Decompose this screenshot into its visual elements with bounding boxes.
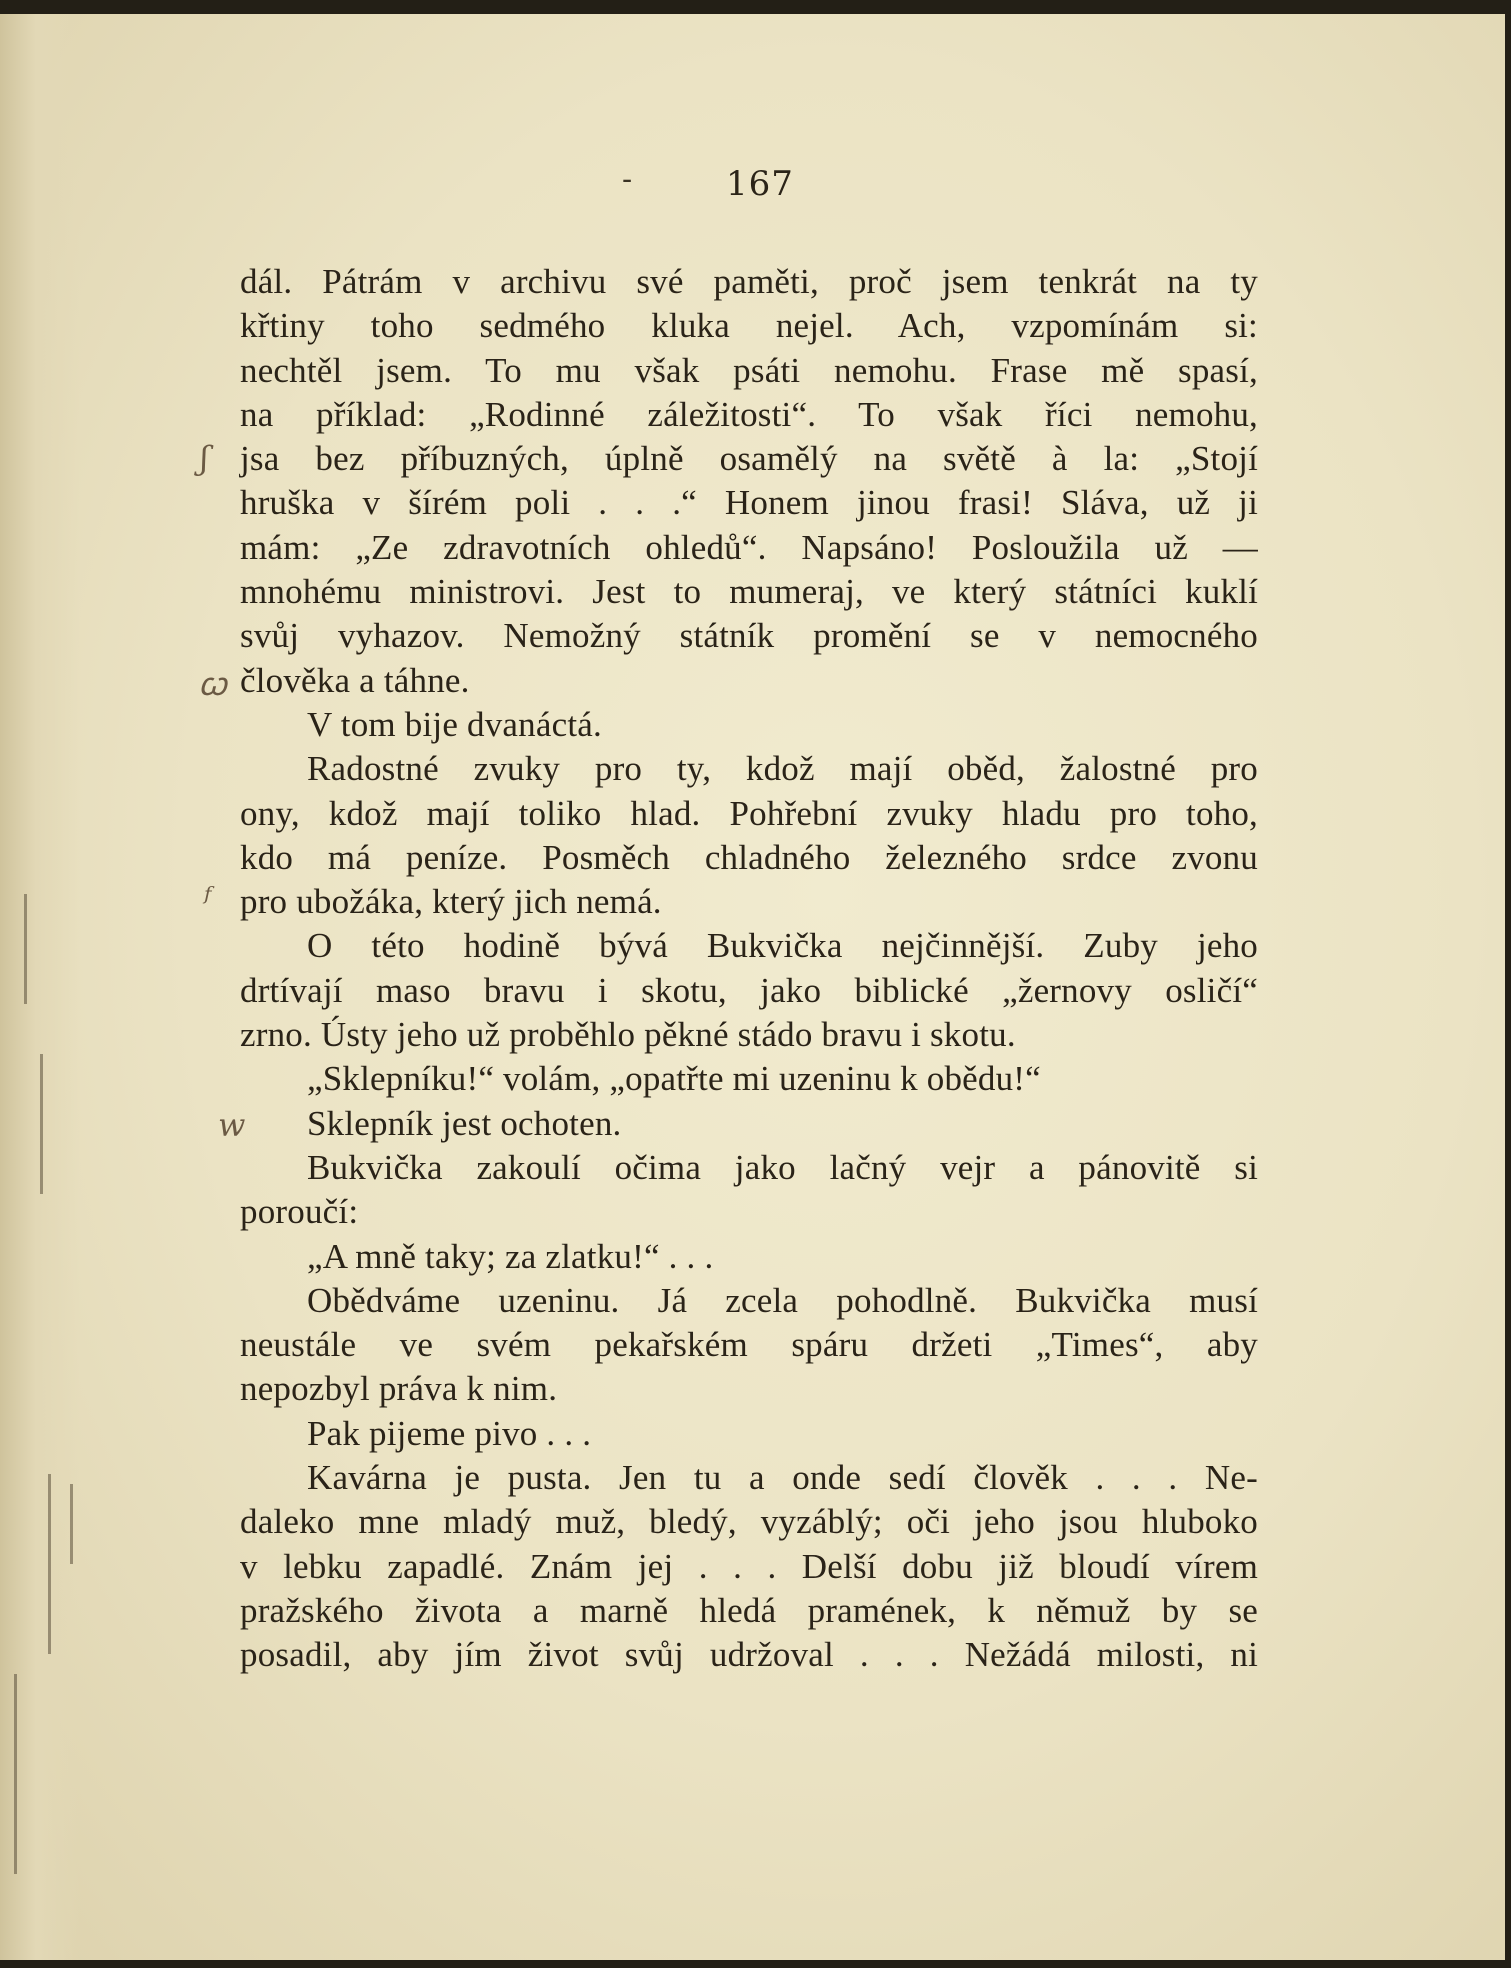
text-line: v lebku zapadlé. Znám jej . . . Delší dobu již bloudí vírem: [240, 1546, 1258, 1586]
text-line: daleko mne mladý muž, bledý, vyzáblý; oči jeho jsou hluboko: [240, 1502, 1258, 1542]
text-line: Bukvička zakoulí očima jako lačný vejr a pánovitě si: [307, 1147, 1258, 1187]
text-line: Obědváme uzeninu. Já zcela pohodlně. Bukvička musí: [307, 1280, 1258, 1320]
text-line: pro ubožáka, který jich nemá.: [240, 882, 662, 922]
text-line: nechtěl jsem. To mu však psáti nemohu. Frase mě spasí,: [240, 350, 1258, 390]
text-line: Radostné zvuky pro ty, kdož mají oběd, žalostné pro: [307, 749, 1258, 789]
text-line: nepozbyl práva k nim.: [240, 1369, 558, 1409]
margin-mark: w: [218, 1106, 246, 1144]
text-line: drtívají maso bravu i skotu, jako biblické „žernovy osličí“: [240, 970, 1258, 1010]
text-line: pražského života a marně hledá pramének, k němuž by se: [240, 1590, 1258, 1630]
binding-shadow-5: [14, 1674, 17, 1874]
text-line: Kavárna je pusta. Jen tu a onde sedí člověk . . . Ne-: [307, 1458, 1258, 1498]
text-line: neustále ve svém pekařském spáru držeti „Times“, aby: [240, 1325, 1258, 1365]
text-line: hruška v šírém poli . . .“ Honem jinou frasi! Sláva, už ji: [240, 483, 1258, 523]
book-page: [0, 14, 1505, 1960]
header-mark: -: [622, 162, 633, 197]
binding-shadow-2: [48, 1474, 51, 1654]
text-line: mám: „Ze zdravotních ohledů“. Napsáno! Posloužila už —: [240, 527, 1258, 567]
text-line: jsa bez příbuzných, úplně osamělý na světě à la: „Stojí: [240, 439, 1258, 479]
text-line: „Sklepníku!“ volám, „opatřte mi uzeninu k obědu!“: [307, 1059, 1041, 1099]
text-line: člověka a táhne.: [240, 660, 470, 700]
text-line: na příklad: „Rodinné záležitosti“. To však říci nemohu,: [240, 394, 1258, 434]
text-line: ony, kdož mají toliko hlad. Pohřební zvuky hladu pro toho,: [240, 793, 1258, 833]
page-body-text: [240, 260, 1258, 1678]
text-line: poroučí:: [240, 1192, 359, 1232]
text-line: O této hodině bývá Bukvička nejčinnější. Zuby jeho: [307, 926, 1258, 966]
text-line: zrno. Ústy jeho už proběhlo pěkné stádo bravu i skotu.: [240, 1015, 1016, 1055]
text-line: Sklepník jest ochoten.: [307, 1103, 622, 1143]
page-gutter: [0, 14, 80, 1960]
text-line: kdo má peníze. Posměch chladného železného srdce zvonu: [240, 837, 1258, 877]
text-line: mnohému ministrovi. Jest to mumeraj, ve který státníci kuklí: [240, 572, 1258, 612]
text-line: svůj vyhazov. Nemožný státník promění se v nemocného: [240, 616, 1258, 656]
binding-shadow-4: [24, 894, 27, 1004]
text-line: posadil, aby jím život svůj udržoval . . . Nežádá milosti, ni: [240, 1635, 1258, 1675]
text-line: Pak pijeme pivo . . .: [307, 1413, 592, 1453]
text-line: V tom bije dvanáctá.: [307, 704, 602, 744]
text-line: dál. Pátrám v archivu své paměti, proč jsem tenkrát na ty: [240, 262, 1258, 301]
margin-mark: ᶠ: [204, 880, 212, 918]
binding-shadow-3: [70, 1484, 73, 1564]
text-line: křtiny toho sedmého kluka nejel. Ach, vzpomínám si:: [240, 306, 1258, 346]
text-line: „A mně taky; za zlatku!“ . . .: [307, 1236, 714, 1276]
binding-shadow-1: [40, 1054, 43, 1194]
margin-mark: ꞷ: [198, 665, 227, 703]
page-number: 167: [726, 164, 794, 204]
margin-mark: ʃ: [200, 439, 209, 477]
